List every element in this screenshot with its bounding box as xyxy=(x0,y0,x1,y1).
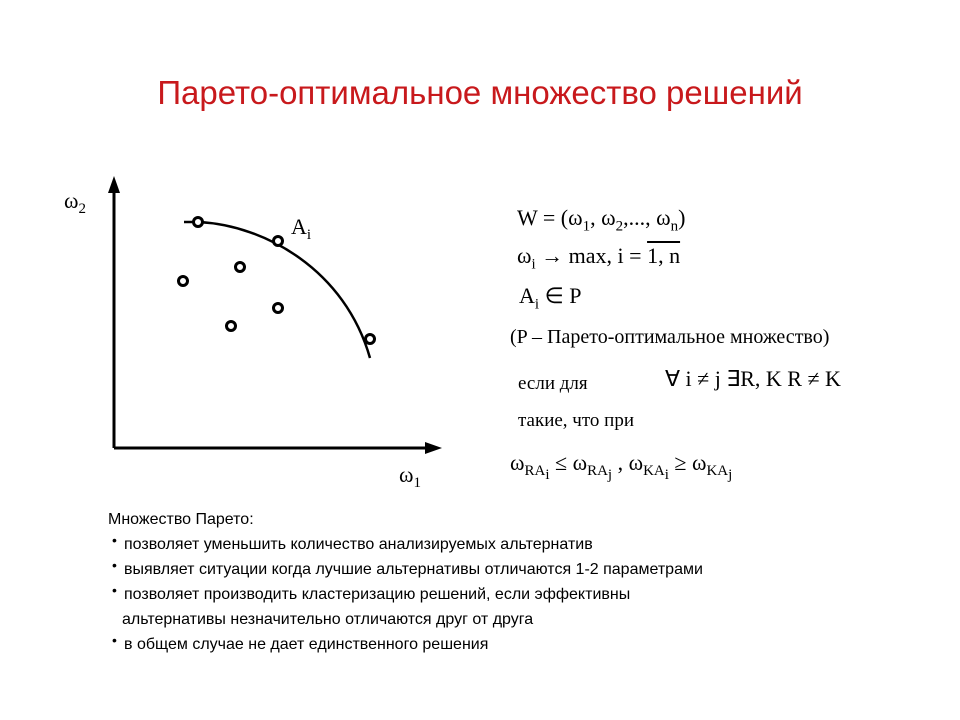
formula-vector: $W = (\omega_1$, $\omega_2$,..., $\omega_n$) xyxy=(517,205,686,235)
condition-if: если для xyxy=(518,373,588,394)
dominated-point xyxy=(179,277,188,286)
x-axis-arrow xyxy=(425,442,442,454)
frontier-point xyxy=(194,218,203,227)
list-item-continuation: альтернативы незначительно отличаются друг от друга xyxy=(122,611,534,628)
pareto-notes xyxy=(108,507,703,657)
formula-objective: $\omega_i \to \max$, i = 1, n xyxy=(517,243,681,273)
y-axis-label: $\omega_2$ xyxy=(64,188,86,217)
dominated-point xyxy=(227,322,236,331)
notes-list xyxy=(108,532,703,657)
formula-membership: $A_i$ ∈ P xyxy=(519,283,582,313)
frontier-point xyxy=(274,237,283,246)
frontier-point xyxy=(366,335,375,344)
formula-inequalities: $\omega_{RA_i} \le \omega_{RA_j}$ , $\omega_{KA_i} \ge \omega_{KA_j}$ xyxy=(510,450,733,484)
slide-title: Парето-оптимальное множество решений xyxy=(157,74,803,111)
list-item: • позволяет уменьшить количество анализируемых альтернатив xyxy=(112,532,593,553)
list-item: • в общем случае не дает единственного решения xyxy=(112,632,489,653)
dominated-point xyxy=(236,263,245,272)
x-axis-label: $\omega_1$ xyxy=(399,462,421,491)
pareto-definition: (P – Парето-оптимальное множество) xyxy=(510,326,830,348)
point-label: $A_i$ xyxy=(291,214,312,243)
list-item: • позволяет производить кластеризацию решений, если эффективны xyxy=(112,582,631,603)
notes-heading: Множество Парето: xyxy=(108,511,254,528)
y-axis-arrow xyxy=(108,176,120,193)
dominated-point xyxy=(274,304,283,313)
formula-quantifier: ∀ i ≠ j ∃R, K R ≠ K xyxy=(665,366,841,391)
list-item: • выявляет ситуации когда лучшие альтернативы отличаются 1-2 параметрами xyxy=(112,557,703,578)
condition-such: такие, что при xyxy=(518,410,634,431)
